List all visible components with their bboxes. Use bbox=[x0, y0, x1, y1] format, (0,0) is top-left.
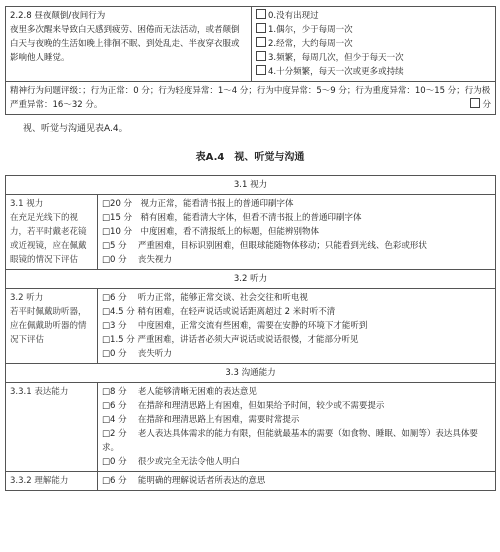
option-row[interactable]: □0 分 丧失听力 bbox=[102, 349, 172, 359]
vision-item: 3.1 视力 在充足光线下的视力，若平时戴老花镜或近视镜，应在佩戴眼镜的情况下评估 bbox=[10, 199, 87, 265]
vision-item-cell bbox=[6, 195, 98, 270]
behavior-table bbox=[5, 6, 496, 115]
option-row[interactable]: □15 分 稍有困难，能看清大字体，但看不清书报上的普通印刷字体 bbox=[102, 213, 362, 223]
checkbox[interactable] bbox=[256, 65, 266, 75]
checkbox[interactable] bbox=[256, 9, 266, 19]
option-row[interactable]: 4.十分频繁，每天一次或更多或持续 bbox=[256, 65, 491, 79]
hearing-item-cell bbox=[6, 289, 98, 364]
comprehension-item: 3.3.2 理解能力 bbox=[10, 476, 69, 486]
hearing-options-cell bbox=[98, 289, 496, 364]
behavior-item-title: 2.2.8 昼夜颠倒/夜间行为 bbox=[10, 11, 106, 21]
option-row[interactable]: □6 分 听力正常，能够正常交谈、社会交往和听电视 bbox=[102, 293, 308, 303]
option-row[interactable]: □10 分 中度困难，看不清报纸上的标题，但能辨别物体 bbox=[102, 227, 320, 237]
comprehension-options-cell bbox=[98, 472, 496, 491]
behavior-item-cell bbox=[6, 7, 252, 82]
vision-header: 3.1 视力 bbox=[6, 176, 496, 195]
option-row[interactable]: 0.没有出现过 bbox=[256, 9, 491, 23]
option-row[interactable]: □4.5 分 稍有困难，在轻声说话或说话距离超过 2 米时听不清 bbox=[102, 307, 336, 317]
option-row[interactable]: □3 分 中度困难，正常交流有些困难，需要在安静的环境下才能听到 bbox=[102, 321, 368, 331]
option-row[interactable]: 2.经常，大约每周一次 bbox=[256, 37, 491, 51]
option-row[interactable]: □0 分 丧失视力 bbox=[102, 255, 172, 265]
option-row[interactable]: □6 分 在措辞和理清思路上有困难，但如果给予时间，较少或不需要提示 bbox=[102, 401, 385, 411]
checkbox[interactable] bbox=[256, 37, 266, 47]
comprehension-item-cell bbox=[6, 472, 98, 491]
option-row[interactable]: 3.频繁，每周几次，但少于每天一次 bbox=[256, 51, 491, 65]
option-row[interactable]: □1.5 分 严重困难，讲话者必须大声说话或说话很慢，才能部分听见 bbox=[102, 335, 359, 345]
option-row[interactable]: □5 分 严重困难，目标识别困难，但眼球能随物体移动；只能看到光线、色彩或形状 bbox=[102, 241, 427, 251]
option-row[interactable]: 1.偶尔，少于每周一次 bbox=[256, 23, 491, 37]
hearing-item: 3.2 听力 若平时佩戴助听器，应在佩戴助听器的情况下评估 bbox=[10, 293, 87, 345]
option-row[interactable]: □20 分 视力正常，能看清书报上的普通印刷字体 bbox=[102, 199, 294, 209]
expression-options-cell bbox=[98, 383, 496, 472]
behavior-item-desc: 夜里多次醒来导致白天感到疲劳、困倦而无法活动，或者颠倒白天与夜晚的生活如晚上徘徊不眠、到处乱走、半夜穿衣服或影响他人睡觉。 bbox=[10, 25, 240, 63]
checkbox[interactable] bbox=[470, 98, 480, 108]
option-row[interactable]: □8 分 老人能够清晰无困难的表达意见 bbox=[102, 387, 257, 397]
score-summary-cell bbox=[6, 82, 496, 115]
hearing-header: 3.2 听力 bbox=[6, 270, 496, 289]
table-title: 表A.4 视、听觉与沟通 bbox=[195, 152, 305, 163]
option-row[interactable]: □4 分 在措辞和理清思路上有困难，需要时常提示 bbox=[102, 415, 300, 425]
vision-options-cell bbox=[98, 195, 496, 270]
score-box[interactable]: 分 bbox=[470, 98, 491, 112]
score-summary-text: 精神行为问题评级：；行为正常：0 分；行为轻度异常：1～4 分；行为中度异常：5～9 分；行为重度异常：10～15 分；行为极严重异常：16～32 分。 bbox=[10, 86, 491, 110]
checkbox[interactable] bbox=[256, 23, 266, 33]
communication-header: 3.3 沟通能力 bbox=[6, 364, 496, 383]
section-note: 视、听觉与沟通见表A.4。 bbox=[23, 124, 128, 134]
page bbox=[5, 6, 495, 491]
assessment-table bbox=[5, 175, 496, 491]
option-row[interactable]: □0 分 很少或完全无法令他人明白 bbox=[102, 457, 240, 467]
expression-item-cell bbox=[6, 383, 98, 472]
checkbox[interactable] bbox=[256, 51, 266, 61]
option-row[interactable]: □6 分 能明确的理解说话者所表达的意思 bbox=[102, 476, 266, 486]
option-row[interactable]: □2 分 老人表达具体需求的能力有限，但能就最基本的需要（如食物、睡眠、如厕等）表达具体要求。 bbox=[102, 429, 478, 453]
behavior-options-cell bbox=[252, 7, 496, 82]
expression-item: 3.3.1 表达能力 bbox=[10, 387, 69, 397]
